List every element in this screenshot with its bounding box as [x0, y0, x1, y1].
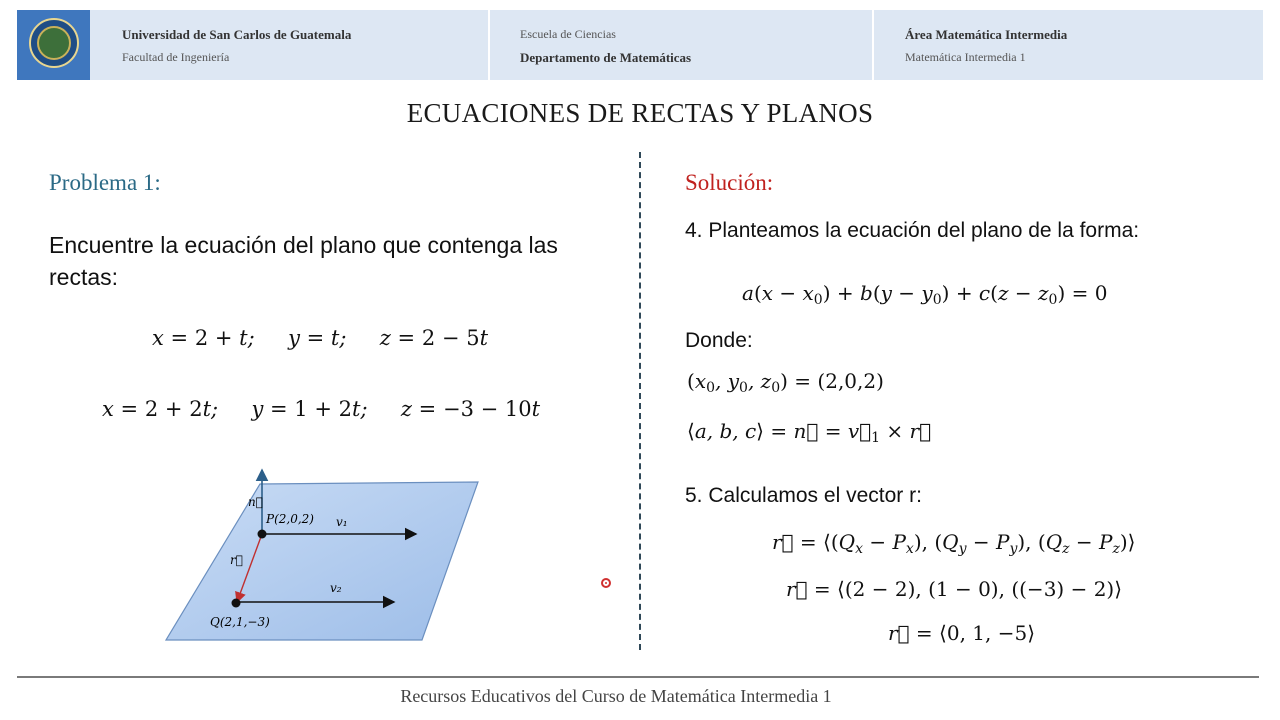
problem-label: Problema 1:	[49, 170, 161, 195]
header-banner	[17, 10, 1263, 80]
seal-inner-icon	[37, 26, 71, 60]
point-p	[258, 530, 267, 539]
pointer-indicator-icon	[601, 578, 611, 588]
point-q	[232, 599, 241, 608]
problem-statement: Encuentre la ecuación del plano que contenga las rectas:	[49, 232, 558, 290]
header-divider	[872, 10, 874, 80]
plane-diagram	[160, 462, 490, 648]
q-label: Q(2,1,−3)	[210, 615, 270, 629]
donde-text: Donde:	[685, 329, 753, 352]
step-4-text: 4. Planteamos la ecuación del plano de la forma:	[685, 219, 1140, 242]
line-2-equations: x = 2 + 2t; y = 1 + 2t; z = −3 − 10t	[102, 397, 541, 421]
footer-text: Recursos Educativos del Curso de Matemática Intermedia 1	[400, 686, 832, 706]
plane-equation: $a(x - x_0) + b(y - y_0) + c(z - z_0) = 0$	[742, 281, 1108, 309]
header-faculty: Facultad de Ingeniería	[122, 50, 230, 64]
solution-label: Solución:	[685, 170, 774, 195]
header-course: Matemática Intermedia 1	[905, 50, 1026, 64]
v2-label: v₂	[330, 581, 342, 595]
page-title: ECUACIONES DE RECTAS Y PLANOS	[406, 98, 874, 128]
header-school: Escuela de Ciencias	[520, 27, 616, 41]
step-5-text: 5. Calculamos el vector r:	[685, 484, 922, 507]
r-vector-substituted: r⃗ = ⟨(2 − 2), (1 − 0), ((−3) − 2)⟩	[786, 577, 1123, 601]
footer-divider	[17, 676, 1259, 678]
p-label: P(2,0,2)	[266, 512, 314, 526]
header-divider	[488, 10, 490, 80]
header-university: Universidad de San Carlos de Guatemala	[122, 27, 352, 42]
header-area: Área Matemática Intermedia	[905, 27, 1068, 42]
r-vector-general: r⃗ = $⟨(Q_x - P_x)$, $(Q_y - P_y)$, ($Q_z$ − $P_z)⟩$	[772, 530, 1136, 558]
r-label: r⃗	[230, 553, 243, 567]
n-label: n⃗	[248, 495, 263, 509]
header-department: Departamento de Matemáticas	[520, 50, 692, 65]
column-divider	[639, 152, 641, 650]
line-1-equations: x = 2 + t; y = t; z = 2 − 5t	[152, 326, 489, 350]
r-vector-result: r⃗ = ⟨0, 1, −5⟩	[888, 621, 1036, 645]
normal-equation: ⟨a, b, c⟩ = n⃗ = $v⃗_1$ × r⃗	[687, 419, 932, 447]
point-equation: ($x_0$, $y_0$, $z_0) = (2,0,2)$	[687, 369, 884, 397]
v1-label: v₁	[336, 515, 348, 529]
